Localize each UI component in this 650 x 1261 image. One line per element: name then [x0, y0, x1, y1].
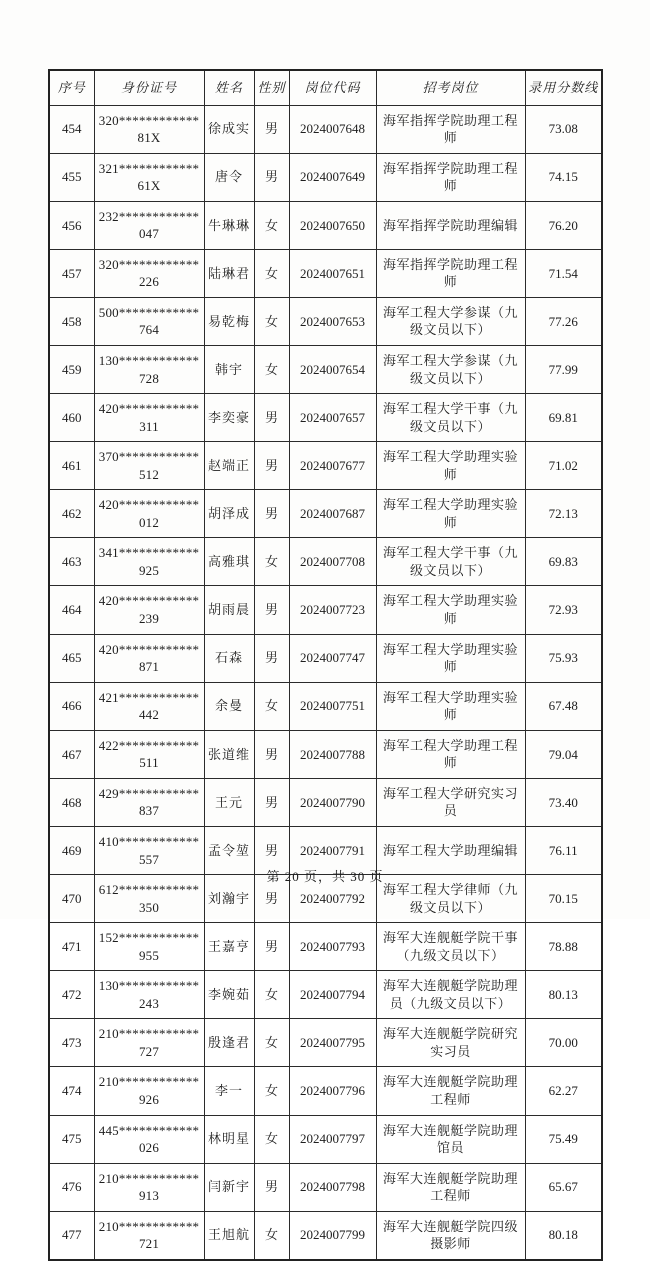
cell-name: 陆琳君 [204, 249, 254, 297]
table-row [49, 490, 602, 538]
cell-position: 海军大连舰艇学院助理员（九级文员以下） [376, 971, 525, 1019]
cell-gender: 男 [254, 1163, 289, 1211]
cell-position: 海军工程大学参谋（九级文员以下） [376, 297, 525, 345]
cell-id-number: 422************511 [94, 730, 204, 778]
cell-gender: 男 [254, 875, 289, 923]
cell-serial: 464 [49, 586, 94, 634]
cell-position-code: 2024007751 [289, 682, 376, 730]
col-header-name: 姓名 [204, 70, 254, 105]
cell-id-number: 612************350 [94, 875, 204, 923]
cell-position: 海军大连舰艇学院助理馆员 [376, 1115, 525, 1163]
table-row [49, 730, 602, 778]
cell-name: 王旭航 [204, 1211, 254, 1260]
cell-name: 王元 [204, 778, 254, 826]
cell-position: 海军工程大学干事（九级文员以下） [376, 538, 525, 586]
cell-score: 80.18 [525, 1211, 602, 1260]
cell-position-code: 2024007799 [289, 1211, 376, 1260]
cell-position-code: 2024007723 [289, 586, 376, 634]
cell-name: 刘瀚宇 [204, 875, 254, 923]
cell-position: 海军指挥学院助理工程师 [376, 249, 525, 297]
col-header-position: 招考岗位 [376, 70, 525, 105]
cell-position: 海军工程大学助理实验师 [376, 586, 525, 634]
cell-serial: 470 [49, 875, 94, 923]
cell-serial: 475 [49, 1115, 94, 1163]
cell-gender: 男 [254, 153, 289, 201]
cell-serial: 463 [49, 538, 94, 586]
cell-score: 65.67 [525, 1163, 602, 1211]
cell-gender: 女 [254, 249, 289, 297]
cell-id-number: 370************512 [94, 442, 204, 490]
cell-gender: 女 [254, 201, 289, 249]
cell-score: 77.26 [525, 297, 602, 345]
table-header-row [49, 70, 602, 105]
table-row [49, 1211, 602, 1260]
cell-gender: 男 [254, 634, 289, 682]
cell-score: 80.13 [525, 971, 602, 1019]
cell-score: 70.15 [525, 875, 602, 923]
col-header-gender: 性别 [254, 70, 289, 105]
cell-gender: 男 [254, 442, 289, 490]
cell-gender: 男 [254, 778, 289, 826]
cell-position-code: 2024007687 [289, 490, 376, 538]
cell-score: 71.54 [525, 249, 602, 297]
col-header-serial: 序号 [49, 70, 94, 105]
cell-score: 71.02 [525, 442, 602, 490]
cell-name: 韩宇 [204, 346, 254, 394]
cell-id-number: 210************727 [94, 1019, 204, 1067]
cell-gender: 女 [254, 297, 289, 345]
cell-gender: 男 [254, 826, 289, 874]
cell-name: 林明星 [204, 1115, 254, 1163]
cell-score: 73.08 [525, 105, 602, 153]
cell-score: 72.13 [525, 490, 602, 538]
cell-id-number: 210************913 [94, 1163, 204, 1211]
cell-gender: 男 [254, 490, 289, 538]
cell-serial: 454 [49, 105, 94, 153]
cell-score: 78.88 [525, 923, 602, 971]
cell-serial: 461 [49, 442, 94, 490]
cell-position-code: 2024007677 [289, 442, 376, 490]
cell-position-code: 2024007651 [289, 249, 376, 297]
cell-position: 海军大连舰艇学院助理工程师 [376, 1163, 525, 1211]
cell-id-number: 420************871 [94, 634, 204, 682]
cell-score: 72.93 [525, 586, 602, 634]
cell-gender: 女 [254, 1067, 289, 1115]
cell-position: 海军工程大学助理实验师 [376, 682, 525, 730]
col-header-score-line: 录用分数线 [525, 70, 602, 105]
cell-id-number: 445************026 [94, 1115, 204, 1163]
cell-id-number: 152************955 [94, 923, 204, 971]
cell-gender: 女 [254, 538, 289, 586]
cell-name: 李奕豪 [204, 394, 254, 442]
cell-position-code: 2024007649 [289, 153, 376, 201]
cell-score: 76.11 [525, 826, 602, 874]
cell-id-number: 429************837 [94, 778, 204, 826]
cell-id-number: 421************442 [94, 682, 204, 730]
cell-position: 海军工程大学研究实习员 [376, 778, 525, 826]
cell-position-code: 2024007792 [289, 875, 376, 923]
cell-serial: 467 [49, 730, 94, 778]
cell-gender: 女 [254, 682, 289, 730]
cell-name: 李婉茹 [204, 971, 254, 1019]
cell-id-number: 130************728 [94, 346, 204, 394]
table-row [49, 394, 602, 442]
cell-serial: 460 [49, 394, 94, 442]
cell-score: 73.40 [525, 778, 602, 826]
cell-serial: 455 [49, 153, 94, 201]
cell-name: 孟令堃 [204, 826, 254, 874]
cell-position-code: 2024007798 [289, 1163, 376, 1211]
table-row [49, 1115, 602, 1163]
cell-score: 69.81 [525, 394, 602, 442]
cell-id-number: 130************243 [94, 971, 204, 1019]
cell-gender: 男 [254, 923, 289, 971]
cell-name: 易乾梅 [204, 297, 254, 345]
cell-id-number: 232************047 [94, 201, 204, 249]
table-header [49, 70, 602, 105]
cell-position: 海军工程大学助理实验师 [376, 442, 525, 490]
cell-serial: 477 [49, 1211, 94, 1260]
cell-id-number: 210************926 [94, 1067, 204, 1115]
cell-gender: 男 [254, 586, 289, 634]
table-row [49, 586, 602, 634]
cell-name: 王嘉亨 [204, 923, 254, 971]
cell-gender: 女 [254, 1211, 289, 1260]
cell-serial: 472 [49, 971, 94, 1019]
page-number: 第 20 页，共 30 页 [266, 869, 384, 884]
cell-position: 海军工程大学助理实验师 [376, 634, 525, 682]
cell-name: 石森 [204, 634, 254, 682]
cell-id-number: 420************239 [94, 586, 204, 634]
cell-serial: 476 [49, 1163, 94, 1211]
table-row [49, 105, 602, 153]
cell-score: 79.04 [525, 730, 602, 778]
table-row [49, 923, 602, 971]
cell-serial: 459 [49, 346, 94, 394]
cell-position: 海军指挥学院助理工程师 [376, 153, 525, 201]
cell-score: 75.49 [525, 1115, 602, 1163]
cell-position-code: 2024007794 [289, 971, 376, 1019]
cell-position-code: 2024007795 [289, 1019, 376, 1067]
cell-serial: 471 [49, 923, 94, 971]
table-row [49, 971, 602, 1019]
cell-position: 海军工程大学参谋（九级文员以下） [376, 346, 525, 394]
cell-serial: 456 [49, 201, 94, 249]
cell-gender: 男 [254, 730, 289, 778]
cell-position-code: 2024007796 [289, 1067, 376, 1115]
cell-name: 余曼 [204, 682, 254, 730]
cell-score: 62.27 [525, 1067, 602, 1115]
cell-position-code: 2024007653 [289, 297, 376, 345]
cell-score: 77.99 [525, 346, 602, 394]
cell-name: 闫新宇 [204, 1163, 254, 1211]
cell-position: 海军工程大学助理编辑 [376, 826, 525, 874]
cell-serial: 469 [49, 826, 94, 874]
cell-score: 76.20 [525, 201, 602, 249]
cell-position: 海军大连舰艇学院干事（九级文员以下） [376, 923, 525, 971]
cell-position-code: 2024007650 [289, 201, 376, 249]
cell-id-number: 320************226 [94, 249, 204, 297]
cell-serial: 473 [49, 1019, 94, 1067]
cell-position-code: 2024007654 [289, 346, 376, 394]
cell-id-number: 210************721 [94, 1211, 204, 1260]
cell-position-code: 2024007793 [289, 923, 376, 971]
table-row [49, 634, 602, 682]
cell-position: 海军大连舰艇学院研究实习员 [376, 1019, 525, 1067]
cell-position-code: 2024007788 [289, 730, 376, 778]
table-row [49, 682, 602, 730]
cell-position: 海军大连舰艇学院四级摄影师 [376, 1211, 525, 1260]
cell-position-code: 2024007747 [289, 634, 376, 682]
table-row [49, 778, 602, 826]
cell-position: 海军工程大学律师（九级文员以下） [376, 875, 525, 923]
cell-id-number: 410************557 [94, 826, 204, 874]
cell-id-number: 420************311 [94, 394, 204, 442]
cell-name: 李一 [204, 1067, 254, 1115]
cell-position-code: 2024007791 [289, 826, 376, 874]
cell-name: 牛琳琳 [204, 201, 254, 249]
cell-id-number: 420************012 [94, 490, 204, 538]
cell-gender: 女 [254, 346, 289, 394]
cell-gender: 女 [254, 1115, 289, 1163]
cell-position-code: 2024007797 [289, 1115, 376, 1163]
table-row [49, 201, 602, 249]
table-body [49, 105, 602, 1260]
cell-gender: 女 [254, 1019, 289, 1067]
cell-id-number: 500************764 [94, 297, 204, 345]
cell-serial: 462 [49, 490, 94, 538]
cell-id-number: 320************81X [94, 105, 204, 153]
table-row [49, 1019, 602, 1067]
cell-name: 唐令 [204, 153, 254, 201]
cell-name: 胡泽成 [204, 490, 254, 538]
table-row [49, 249, 602, 297]
cell-score: 75.93 [525, 634, 602, 682]
cell-name: 殷逢君 [204, 1019, 254, 1067]
table-row [49, 297, 602, 345]
cell-position: 海军工程大学助理实验师 [376, 490, 525, 538]
cell-name: 张道维 [204, 730, 254, 778]
cell-name: 胡雨晨 [204, 586, 254, 634]
cell-position-code: 2024007708 [289, 538, 376, 586]
cell-position: 海军指挥学院助理编辑 [376, 201, 525, 249]
cell-position-code: 2024007657 [289, 394, 376, 442]
cell-position: 海军工程大学干事（九级文员以下） [376, 394, 525, 442]
cell-position: 海军大连舰艇学院助理工程师 [376, 1067, 525, 1115]
cell-score: 69.83 [525, 538, 602, 586]
cell-position-code: 2024007790 [289, 778, 376, 826]
cell-serial: 465 [49, 634, 94, 682]
recruitment-score-table [48, 69, 603, 1261]
col-header-position-code: 岗位代码 [289, 70, 376, 105]
cell-name: 徐成实 [204, 105, 254, 153]
cell-score: 67.48 [525, 682, 602, 730]
table-row [49, 153, 602, 201]
table-row [49, 442, 602, 490]
table-row [49, 346, 602, 394]
cell-position: 海军指挥学院助理工程师 [376, 105, 525, 153]
table-row [49, 538, 602, 586]
cell-gender: 男 [254, 394, 289, 442]
cell-serial: 458 [49, 297, 94, 345]
cell-serial: 466 [49, 682, 94, 730]
cell-id-number: 321************61X [94, 153, 204, 201]
cell-gender: 女 [254, 971, 289, 1019]
cell-score: 74.15 [525, 153, 602, 201]
cell-serial: 474 [49, 1067, 94, 1115]
table-row [49, 1067, 602, 1115]
cell-id-number: 341************925 [94, 538, 204, 586]
cell-name: 高雅琪 [204, 538, 254, 586]
cell-name: 赵端正 [204, 442, 254, 490]
cell-serial: 468 [49, 778, 94, 826]
cell-position: 海军工程大学助理工程师 [376, 730, 525, 778]
cell-gender: 男 [254, 105, 289, 153]
cell-position-code: 2024007648 [289, 105, 376, 153]
col-header-id-number: 身份证号 [94, 70, 204, 105]
cell-score: 70.00 [525, 1019, 602, 1067]
cell-serial: 457 [49, 249, 94, 297]
table-row [49, 1163, 602, 1211]
